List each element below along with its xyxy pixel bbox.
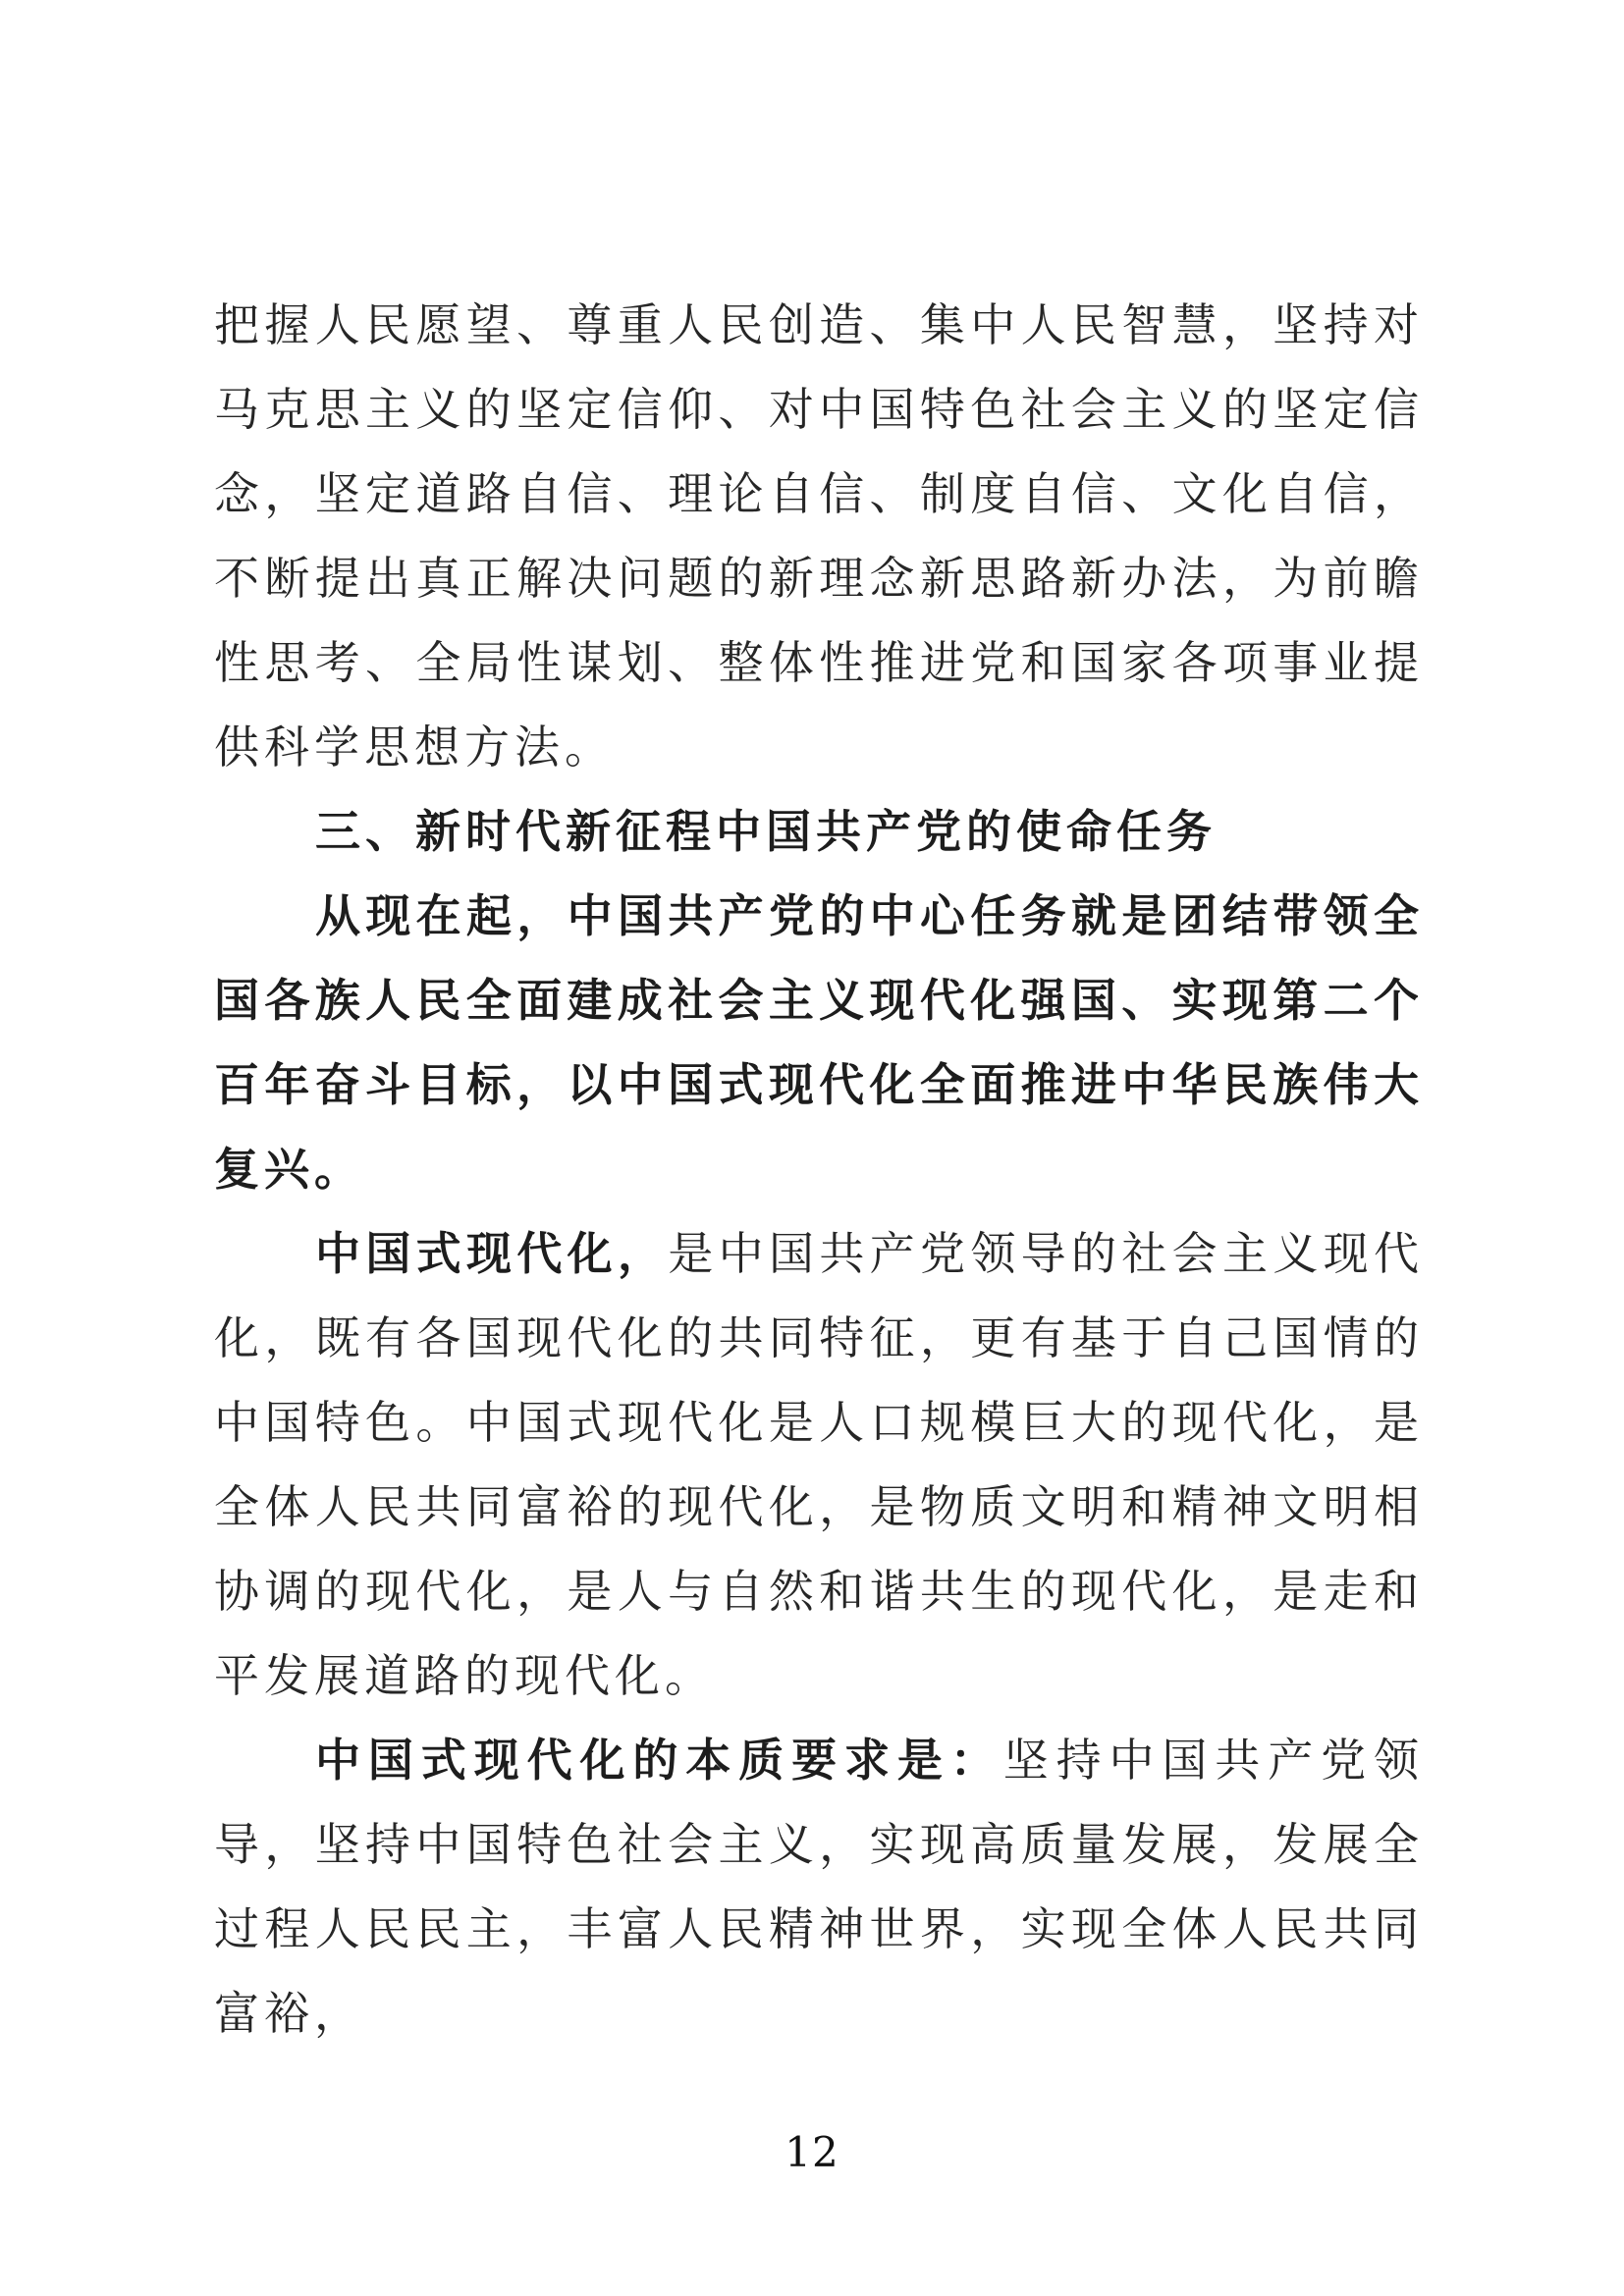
paragraph-text: 是中国共产党领导的社会主义现代化，既有各国现代化的共同特征，更有基于自己国情的中国特色。中国式现代化是人口规模巨大的现代化，是全体人民共同富裕的现代化，是物质文明和精神文明相协调的现代化，是人与自然和谐共生的现代化，是走和平发展道路的现代化。: [214, 1227, 1425, 1702]
page-body: [214, 283, 1424, 2056]
lead-paragraph: [214, 1718, 1424, 2056]
page-number: 12: [785, 2128, 839, 2176]
lead-paragraph: [214, 1211, 1424, 1718]
bold-paragraph: 从现在起，中国共产党的中心任务就是团结带领全国各族人民全面建成社会主义现代化强国、实现第二个百年奋斗目标，以中国式现代化全面推进中华民族伟大复兴。: [214, 889, 1424, 1196]
section-heading: 三、新时代新征程中国共产党的使命任务: [315, 805, 1217, 858]
body-paragraph: 把握人民愿望、尊重人民创造、集中人民智慧，坚持对马克思主义的坚定信仰、对中国特色社会主义的坚定信念，坚定道路自信、理论自信、制度自信、文化自信，不断提出真正解决问题的新理念新思路新办法，为前瞻性思考、全局性谋划、整体性推进党和国家各项事业提供科学思想方法。: [214, 298, 1424, 774]
paragraph-lead-bold: 中国式现代化的本质要求是：: [315, 1734, 1003, 1787]
paragraph-text: 坚持中国共产党领导，坚持中国特色社会主义，实现高质量发展，发展全过程人民民主，丰富人民精神世界，实现全体人民共同富裕，: [214, 1734, 1425, 2040]
paragraph-lead-bold: 中国式现代化，: [315, 1227, 669, 1280]
page-footer: [0, 2128, 1624, 2176]
